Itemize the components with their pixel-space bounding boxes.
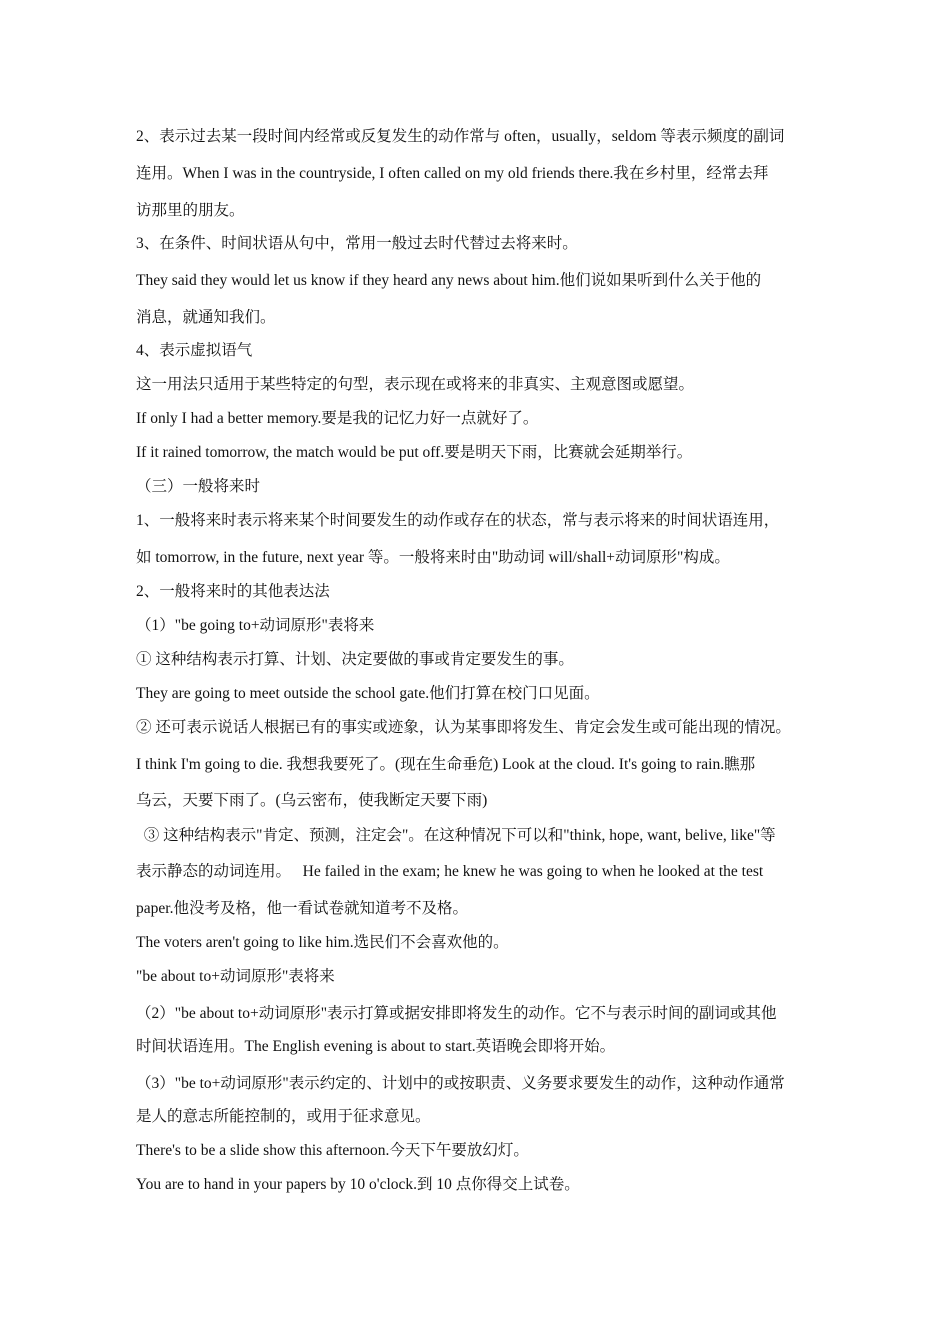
- section-heading: 4、表示虚拟语气: [136, 342, 253, 359]
- subsection-heading: "be about to+动词原形"表将来: [136, 968, 335, 985]
- text-line: 连用。When I was in the countryside, I often called on my old friends there.我在乡村里，经常去拜: [136, 165, 769, 182]
- text-line: I think I'm going to die. 我想我要死了。(现在生命垂危) Look at the cloud. It's going to rain.瞧那: [136, 756, 756, 773]
- text-line: 消息，就通知我们。: [136, 309, 276, 326]
- text-line: You are to hand in your papers by 10 o'clock.到 10 点你得交上试卷。: [136, 1176, 580, 1193]
- section-heading: 2、一般将来时的其他表达法: [136, 583, 330, 600]
- text-line: 1、一般将来时表示将来某个时间要发生的动作或存在的状态，常与表示将来的时间状语连用，: [136, 512, 780, 529]
- text-line: ③ 这种结构表示"肯定、预测，注定会"。在这种情况下可以和"think, hope, want, belive, like"等: [136, 827, 776, 844]
- text-line: The voters aren't going to like him.选民们不会喜欢他的。: [136, 934, 509, 951]
- text-line: （3）"be to+动词原形"表示约定的、计划中的或按职责、义务要求要发生的动作，这种动作通常: [136, 1075, 785, 1092]
- text-line: paper.他没考及格，他一看试卷就知道考不及格。: [136, 900, 468, 917]
- text-line: 2、表示过去某一段时间内经常或反复发生的动作常与 often，usually，seldom 等表示频度的副词: [136, 128, 785, 145]
- section-heading: （三）一般将来时: [136, 478, 261, 495]
- text-line: If it rained tomorrow, the match would be put off.要是明天下雨，比赛就会延期举行。: [136, 444, 693, 461]
- text-line: If only I had a better memory.要是我的记忆力好一点就好了。: [136, 410, 539, 427]
- text-line: 时间状语连用。The English evening is about to start.英语晚会即将开始。: [136, 1038, 616, 1055]
- subsection-heading: （1）"be going to+动词原形"表将来: [136, 617, 375, 634]
- document-body: [136, 124, 826, 1206]
- text-line: 访那里的朋友。: [136, 202, 245, 219]
- text-line: There's to be a slide show this afternoon.今天下午要放幻灯。: [136, 1142, 529, 1159]
- text-line: 表示静态的动词连用。 He failed in the exam; he knew he was going to when he looked at the test: [136, 863, 764, 880]
- text-line: 3、在条件、时间状语从句中，常用一般过去时代替过去将来时。: [136, 235, 578, 252]
- text-line: 是人的意志所能控制的，或用于征求意见。: [136, 1108, 431, 1125]
- text-line: 如 tomorrow, in the future, next year 等。一般将来时由"助动词 will/shall+动词原形"构成。: [136, 549, 730, 566]
- text-line: （2）"be about to+动词原形"表示打算或据安排即将发生的动作。它不与表示时间的副词或其他: [136, 1005, 777, 1022]
- text-line: ② 还可表示说话人根据已有的事实或迹象，认为某事即将发生、肯定会发生或可能出现的情况。: [136, 719, 791, 736]
- text-line: ① 这种结构表示打算、计划、决定要做的事或肯定要发生的事。: [136, 651, 574, 668]
- text-line: 这一用法只适用于某些特定的句型，表示现在或将来的非真实、主观意图或愿望。: [136, 376, 695, 393]
- text-line: They are going to meet outside the school gate.他们打算在校门口见面。: [136, 685, 600, 702]
- text-line: They said they would let us know if they heard any news about him.他们说如果听到什么关于他的: [136, 272, 762, 289]
- text-line: 乌云，天要下雨了。(乌云密布，使我断定天要下雨): [136, 792, 488, 809]
